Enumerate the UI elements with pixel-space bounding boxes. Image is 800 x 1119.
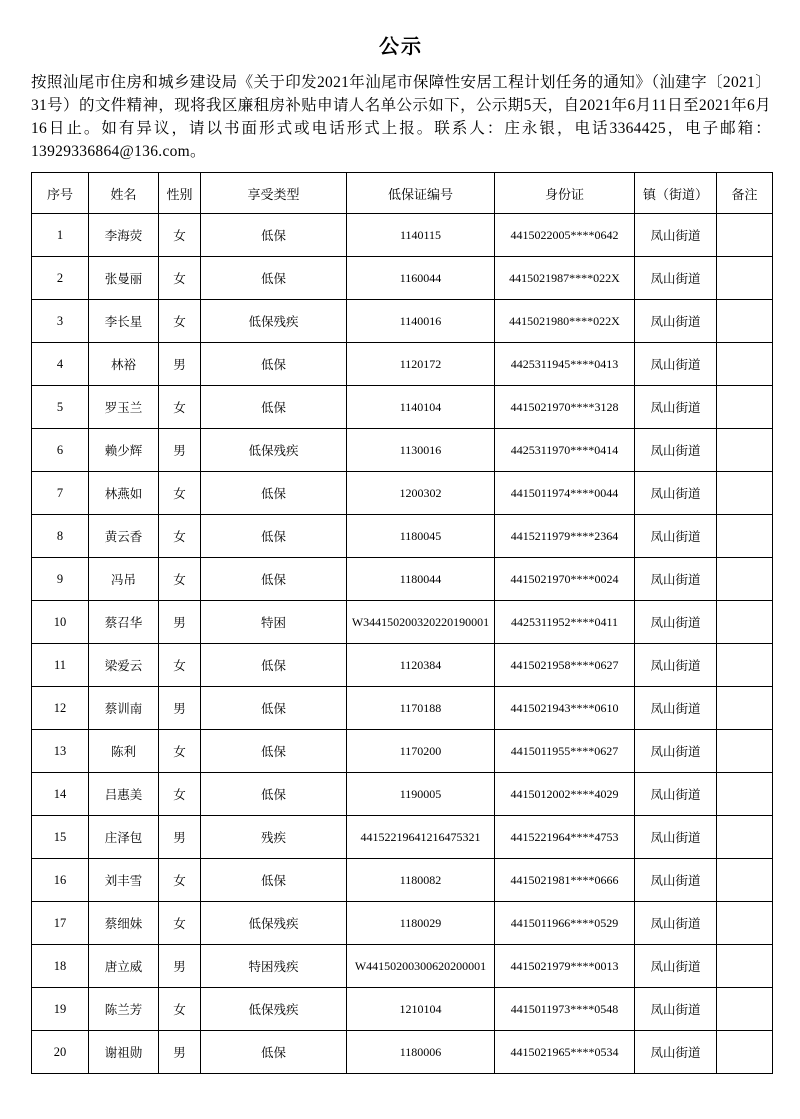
cell-certificate-no: 1140115: [347, 214, 495, 257]
cell-certificate-no: W44150200300620200001: [347, 945, 495, 988]
cell-certificate-no: W344150200320220190001: [347, 601, 495, 644]
table-row: [32, 644, 773, 687]
cell-benefit-type: 低保: [201, 558, 347, 601]
cell-benefit-type: 低保: [201, 730, 347, 773]
cell-name: 李海荧: [89, 214, 159, 257]
cell-remarks: [717, 1031, 773, 1074]
cell-street: 凤山街道: [635, 988, 717, 1031]
cell-remarks: [717, 773, 773, 816]
cell-certificate-no: 1140104: [347, 386, 495, 429]
cell-id-card: 4415021943****0610: [495, 687, 635, 730]
cell-id-card: 4415021965****0534: [495, 1031, 635, 1074]
cell-street: 凤山街道: [635, 687, 717, 730]
cell-index: 14: [32, 773, 89, 816]
cell-id-card: 4425311952****0411: [495, 601, 635, 644]
cell-street: 凤山街道: [635, 343, 717, 386]
cell-remarks: [717, 558, 773, 601]
cell-name: 林裕: [89, 343, 159, 386]
cell-benefit-type: 低保: [201, 859, 347, 902]
cell-index: 13: [32, 730, 89, 773]
cell-gender: 男: [159, 816, 201, 859]
cell-name: 蔡训南: [89, 687, 159, 730]
cell-remarks: [717, 214, 773, 257]
cell-remarks: [717, 386, 773, 429]
cell-name: 陈利: [89, 730, 159, 773]
cell-certificate-no: 1210104: [347, 988, 495, 1031]
cell-index: 2: [32, 257, 89, 300]
table-row: [32, 601, 773, 644]
cell-name: 庄泽包: [89, 816, 159, 859]
table-row: [32, 773, 773, 816]
cell-gender: 男: [159, 429, 201, 472]
cell-index: 16: [32, 859, 89, 902]
cell-name: 张曼丽: [89, 257, 159, 300]
table-row: [32, 988, 773, 1031]
cell-certificate-no: 1180006: [347, 1031, 495, 1074]
page-title: 公示: [379, 36, 423, 58]
table-row: [32, 1031, 773, 1074]
cell-certificate-no: 1120384: [347, 644, 495, 687]
cell-remarks: [717, 343, 773, 386]
cell-street: 凤山街道: [635, 472, 717, 515]
cell-gender: 女: [159, 859, 201, 902]
cell-benefit-type: 低保: [201, 1031, 347, 1074]
cell-index: 19: [32, 988, 89, 1031]
cell-name: 陈兰芳: [89, 988, 159, 1031]
cell-gender: 女: [159, 644, 201, 687]
cell-certificate-no: 1180082: [347, 859, 495, 902]
applicants-table: [31, 172, 773, 1074]
table-row: [32, 472, 773, 515]
cell-index: 8: [32, 515, 89, 558]
cell-certificate-no: 44152219641216475321: [347, 816, 495, 859]
cell-id-card: 4415021981****0666: [495, 859, 635, 902]
cell-id-card: 4415011955****0627: [495, 730, 635, 773]
cell-name: 罗玉兰: [89, 386, 159, 429]
cell-index: 18: [32, 945, 89, 988]
cell-benefit-type: 特困残疾: [201, 945, 347, 988]
cell-id-card: 4415011966****0529: [495, 902, 635, 945]
cell-certificate-no: 1180029: [347, 902, 495, 945]
cell-remarks: [717, 859, 773, 902]
cell-certificate-no: 1190005: [347, 773, 495, 816]
cell-gender: 女: [159, 558, 201, 601]
cell-street: 凤山街道: [635, 515, 717, 558]
cell-remarks: [717, 515, 773, 558]
cell-street: 凤山街道: [635, 1031, 717, 1074]
table-row: [32, 730, 773, 773]
cell-index: 4: [32, 343, 89, 386]
cell-name: 梁爱云: [89, 644, 159, 687]
cell-name: 蔡召华: [89, 601, 159, 644]
cell-id-card: 4415021979****0013: [495, 945, 635, 988]
cell-benefit-type: 低保: [201, 343, 347, 386]
cell-name: 蔡细妹: [89, 902, 159, 945]
table-row: [32, 343, 773, 386]
column-header-name: 姓名: [89, 173, 159, 214]
cell-index: 5: [32, 386, 89, 429]
cell-remarks: [717, 816, 773, 859]
cell-benefit-type: 低保残疾: [201, 300, 347, 343]
cell-gender: 女: [159, 902, 201, 945]
cell-index: 12: [32, 687, 89, 730]
cell-benefit-type: 低保: [201, 214, 347, 257]
cell-id-card: 4415012002****4029: [495, 773, 635, 816]
cell-gender: 男: [159, 945, 201, 988]
cell-index: 11: [32, 644, 89, 687]
table-row: [32, 945, 773, 988]
cell-remarks: [717, 257, 773, 300]
cell-street: 凤山街道: [635, 859, 717, 902]
cell-certificate-no: 1200302: [347, 472, 495, 515]
cell-street: 凤山街道: [635, 558, 717, 601]
cell-name: 刘丰雪: [89, 859, 159, 902]
cell-index: 9: [32, 558, 89, 601]
table-row: [32, 515, 773, 558]
cell-index: 1: [32, 214, 89, 257]
notice-paragraph: 按照汕尾市住房和城乡建设局《关于印发2021年汕尾市保障性安居工程计划任务的通知》（汕建字〔2021〕31号）的文件精神，现将我区廉租房补贴申请人名单公示如下，公示期5天，自2021年6月11日至2021年6月16日止。如有异议，请以书面形式或电话形式上报。联系人：庄永银，电话3364425，电子邮箱：13929336864@136.com。: [31, 74, 771, 160]
table-row: [32, 687, 773, 730]
cell-certificate-no: 1140016: [347, 300, 495, 343]
cell-gender: 女: [159, 214, 201, 257]
column-header-gender: 性别: [159, 173, 201, 214]
cell-gender: 女: [159, 988, 201, 1031]
cell-benefit-type: 残疾: [201, 816, 347, 859]
cell-id-card: 4415211979****2364: [495, 515, 635, 558]
cell-street: 凤山街道: [635, 300, 717, 343]
cell-gender: 女: [159, 386, 201, 429]
cell-benefit-type: 低保: [201, 386, 347, 429]
cell-certificate-no: 1180045: [347, 515, 495, 558]
table-row: [32, 300, 773, 343]
cell-name: 赖少辉: [89, 429, 159, 472]
table-row: [32, 816, 773, 859]
cell-name: 李长星: [89, 300, 159, 343]
table-row: [32, 214, 773, 257]
cell-id-card: 4415011974****0044: [495, 472, 635, 515]
cell-index: 15: [32, 816, 89, 859]
cell-remarks: [717, 601, 773, 644]
cell-gender: 男: [159, 343, 201, 386]
cell-index: 20: [32, 1031, 89, 1074]
cell-remarks: [717, 429, 773, 472]
cell-id-card: 4415021980****022X: [495, 300, 635, 343]
cell-benefit-type: 低保: [201, 773, 347, 816]
table-body: [32, 214, 773, 1074]
cell-name: 唐立威: [89, 945, 159, 988]
cell-gender: 女: [159, 257, 201, 300]
cell-benefit-type: 低保: [201, 687, 347, 730]
table-header-row: [32, 173, 773, 214]
cell-street: 凤山街道: [635, 902, 717, 945]
cell-remarks: [717, 730, 773, 773]
table-row: [32, 429, 773, 472]
cell-certificate-no: 1130016: [347, 429, 495, 472]
cell-street: 凤山街道: [635, 257, 717, 300]
cell-benefit-type: 特困: [201, 601, 347, 644]
cell-gender: 男: [159, 601, 201, 644]
cell-certificate-no: 1180044: [347, 558, 495, 601]
cell-gender: 女: [159, 472, 201, 515]
cell-id-card: 4415021958****0627: [495, 644, 635, 687]
cell-remarks: [717, 644, 773, 687]
cell-gender: 女: [159, 515, 201, 558]
cell-id-card: 4415221964****4753: [495, 816, 635, 859]
cell-id-card: 4425311970****0414: [495, 429, 635, 472]
cell-id-card: 4425311945****0413: [495, 343, 635, 386]
cell-street: 凤山街道: [635, 214, 717, 257]
cell-benefit-type: 低保: [201, 644, 347, 687]
cell-name: 谢祖勋: [89, 1031, 159, 1074]
cell-id-card: 4415022005****0642: [495, 214, 635, 257]
table-row: [32, 386, 773, 429]
table-row: [32, 558, 773, 601]
cell-street: 凤山街道: [635, 601, 717, 644]
cell-remarks: [717, 902, 773, 945]
cell-street: 凤山街道: [635, 730, 717, 773]
cell-benefit-type: 低保残疾: [201, 988, 347, 1031]
cell-name: 冯吊: [89, 558, 159, 601]
table-row: [32, 902, 773, 945]
cell-id-card: 4415021970****0024: [495, 558, 635, 601]
cell-street: 凤山街道: [635, 429, 717, 472]
table-row: [32, 859, 773, 902]
cell-gender: 女: [159, 773, 201, 816]
table-row: [32, 257, 773, 300]
column-header-street: 镇（街道）: [635, 173, 717, 214]
cell-certificate-no: 1160044: [347, 257, 495, 300]
column-header-index: 序号: [32, 173, 89, 214]
cell-street: 凤山街道: [635, 945, 717, 988]
column-header-remarks: 备注: [717, 173, 773, 214]
cell-remarks: [717, 945, 773, 988]
cell-benefit-type: 低保残疾: [201, 902, 347, 945]
cell-remarks: [717, 988, 773, 1031]
cell-certificate-no: 1170188: [347, 687, 495, 730]
cell-certificate-no: 1120172: [347, 343, 495, 386]
cell-street: 凤山街道: [635, 773, 717, 816]
cell-benefit-type: 低保: [201, 472, 347, 515]
cell-id-card: 4415011973****0548: [495, 988, 635, 1031]
cell-gender: 男: [159, 1031, 201, 1074]
cell-benefit-type: 低保: [201, 515, 347, 558]
column-header-id-card: 身份证: [495, 173, 635, 214]
cell-benefit-type: 低保残疾: [201, 429, 347, 472]
cell-id-card: 4415021970****3128: [495, 386, 635, 429]
cell-index: 17: [32, 902, 89, 945]
cell-name: 林燕如: [89, 472, 159, 515]
cell-index: 6: [32, 429, 89, 472]
cell-id-card: 4415021987****022X: [495, 257, 635, 300]
cell-gender: 女: [159, 730, 201, 773]
cell-street: 凤山街道: [635, 644, 717, 687]
cell-street: 凤山街道: [635, 816, 717, 859]
cell-index: 10: [32, 601, 89, 644]
cell-name: 黄云香: [89, 515, 159, 558]
cell-benefit-type: 低保: [201, 257, 347, 300]
cell-gender: 男: [159, 687, 201, 730]
column-header-benefit-type: 享受类型: [201, 173, 347, 214]
cell-index: 3: [32, 300, 89, 343]
cell-remarks: [717, 687, 773, 730]
column-header-certificate-no: 低保证编号: [347, 173, 495, 214]
cell-street: 凤山街道: [635, 386, 717, 429]
cell-certificate-no: 1170200: [347, 730, 495, 773]
cell-remarks: [717, 300, 773, 343]
cell-remarks: [717, 472, 773, 515]
cell-gender: 女: [159, 300, 201, 343]
cell-index: 7: [32, 472, 89, 515]
cell-name: 吕惠美: [89, 773, 159, 816]
